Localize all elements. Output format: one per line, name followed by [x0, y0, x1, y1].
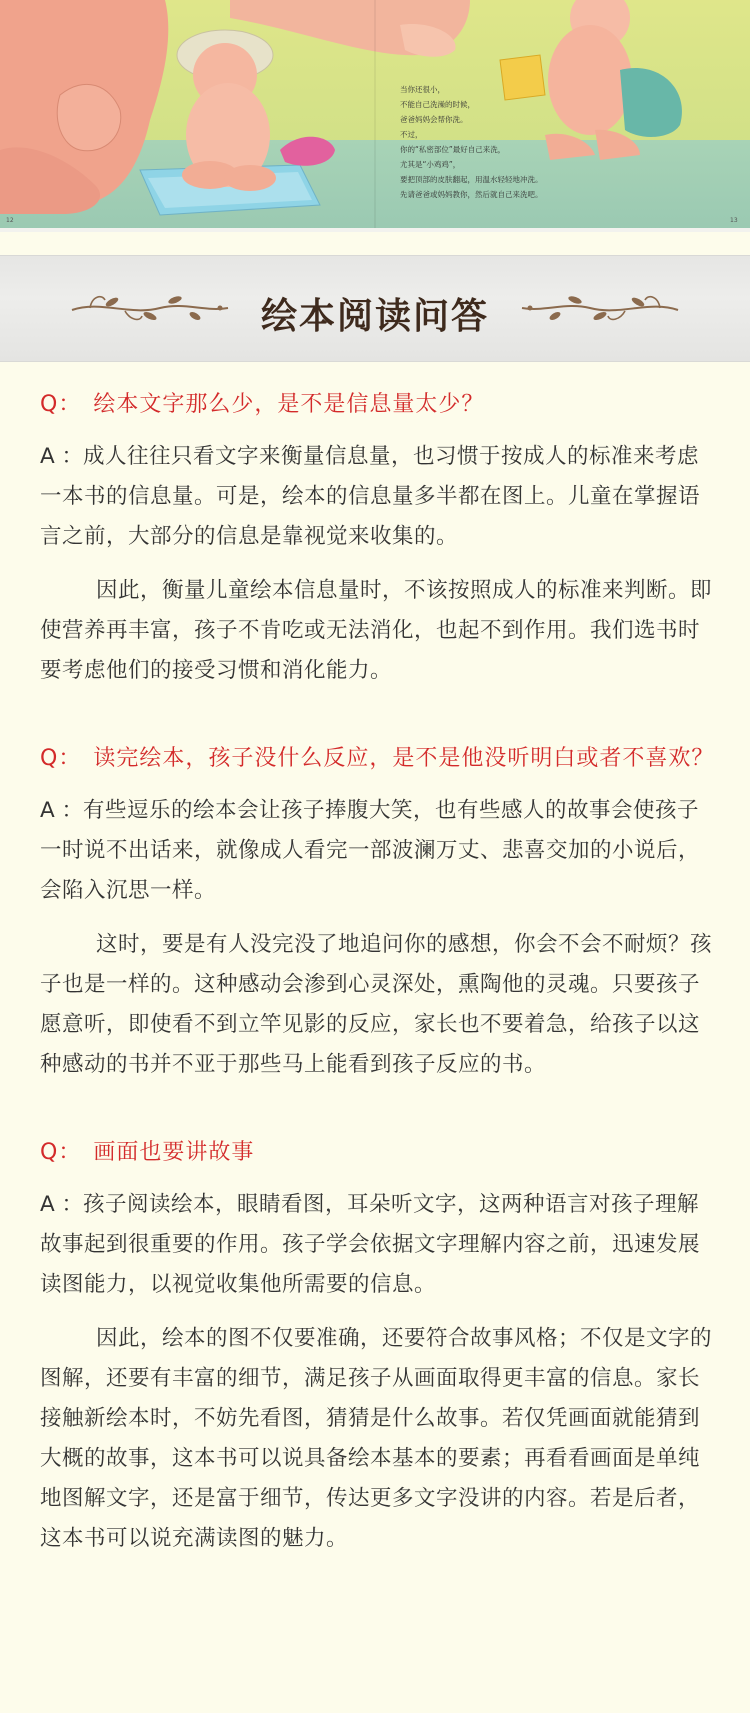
- answer-label: A ：: [40, 1192, 84, 1217]
- answer-label: A ：: [40, 798, 84, 823]
- page-number-right: 13: [730, 217, 738, 224]
- question-text: 画面也要讲故事: [93, 1140, 255, 1165]
- answer-paragraph: 因此，衡量儿童绘本信息量时，不该按照成人的标准来判断。即使营养再丰富，孩子不肯吃或无法消化，也起不到作用。我们选书时要考虑他们的接受习惯和消化能力。: [40, 578, 713, 683]
- illustration-text-line: 先请爸爸或妈妈教你，然后就自己来洗吧。: [400, 190, 543, 199]
- qa-item: [40, 385, 720, 691]
- question-label: Q：: [40, 746, 82, 771]
- qa-item: [40, 1133, 720, 1559]
- right-vine-ornament-icon: [520, 286, 680, 330]
- question-label: Q：: [40, 1140, 82, 1165]
- illustration-text-line: 爸爸妈妈会帮你洗。: [400, 115, 468, 124]
- illustration-text-line: 你的“私密部位”最好自己来洗，: [400, 145, 506, 154]
- answer-paragraph: 因此，绘本的图不仅要准确，还要符合故事风格；不仅是文字的图解，还要有丰富的细节，满足孩子从画面取得更丰富的信息。家长接触新绘本时，不妨先看图，猜猜是什么故事。若仅凭画面就能猜到大概的故事，这本书可以说具备绘本基本的要素；再看看画面是单纯地图解文字，还是富于细节，传达更多文字没讲的内容。若是后者，这本书可以说充满读图的魅力。: [40, 1326, 713, 1551]
- question-text: 读完绘本，孩子没什么反应，是不是他没听明白或者不喜欢？: [93, 746, 715, 771]
- question-text: 绘本文字那么少，是不是信息量太少？: [93, 392, 485, 417]
- illustration-text-line: 要把顶部的皮肤翻起，用温水轻轻地冲洗。: [400, 175, 543, 184]
- answer-text: 成人往往只看文字来衡量信息量，也习惯于按成人的标准来考虑一本书的信息量。可是，绘本的信息量多半都在图上。儿童在掌握语言之前，大部分的信息是靠视觉来收集的。: [40, 444, 701, 549]
- answer-paragraph: [40, 1185, 720, 1305]
- illustration-text-line: 不能自己洗澡的时候，: [400, 100, 475, 109]
- answer-paragraph: [40, 437, 720, 557]
- illustration-text-line: 当你还很小，: [400, 85, 445, 94]
- section-header: [0, 255, 750, 362]
- question: [40, 1133, 720, 1173]
- answer-text: 孩子阅读绘本，眼睛看图，耳朵听文字，这两种语言对孩子理解故事起到很重要的作用。孩子学会依据文字理解内容之前，迅速发展读图能力，以视觉收集他所需要的信息。: [40, 1192, 701, 1297]
- page-number-left: 12: [6, 217, 14, 224]
- answer-text: 有些逗乐的绘本会让孩子捧腹大笑，也有些感人的故事会使孩子一时说不出话来，就像成人看完一部波澜万丈、悲喜交加的小说后，会陷入沉思一样。: [40, 798, 701, 903]
- illustration-page-text: [400, 82, 740, 202]
- answer-label: A ：: [40, 444, 84, 469]
- answer-paragraph: [40, 791, 720, 911]
- qa-item: [40, 739, 720, 1085]
- question: [40, 385, 720, 425]
- qa-list: [40, 385, 720, 1607]
- illustration-text-line: 不过，: [400, 130, 423, 139]
- illustration-text-line: 尤其是“小鸡鸡”，: [400, 160, 461, 169]
- question: [40, 739, 720, 779]
- page-title: 绘本阅读问答: [260, 295, 489, 337]
- book-illustration: [0, 0, 750, 232]
- question-label: Q：: [40, 392, 82, 417]
- answer-paragraph: 这时，要是有人没完没了地追问你的感想，你会不会不耐烦？孩子也是一样的。这种感动会渗到心灵深处，熏陶他的灵魂。只要孩子愿意听，即使看不到立竿见影的反应，家长也不要着急，给孩子以这种感动的书并不亚于那些马上能看到孩子反应的书。: [40, 932, 713, 1077]
